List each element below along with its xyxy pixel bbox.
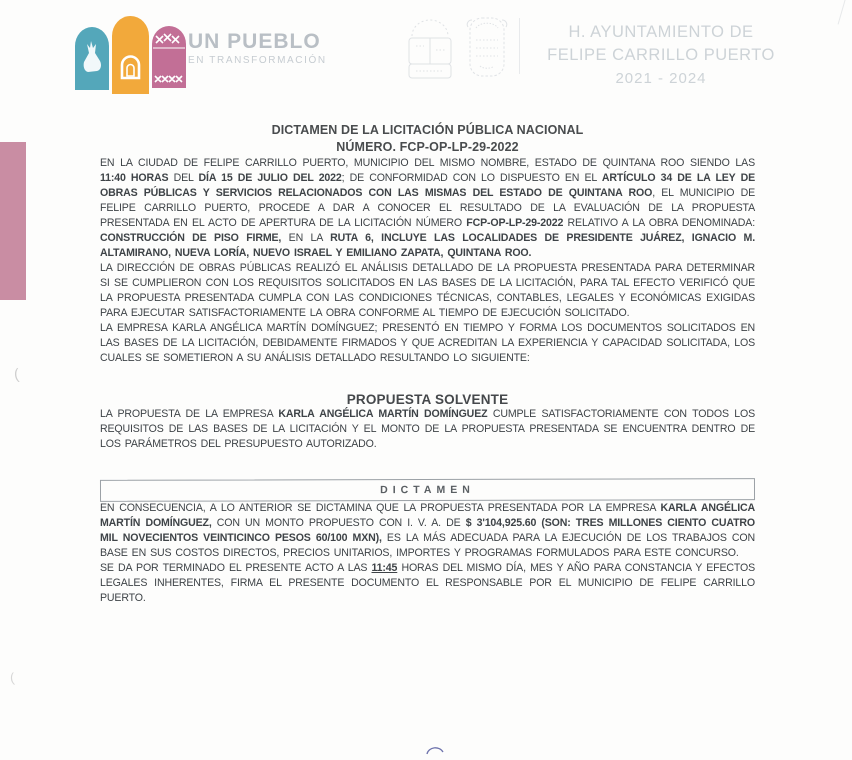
paragraph-company-docs: LA EMPRESA KARLA ANGÉLICA MARTÍN DOMÍNGUEZ; PRESENTÓ EN TIEMPO Y FORMA LOS DOCUMENTOS SOLICITADOS EN LAS BASES DE LA LICITACIÓN, DEBIDAMENTE FIRMADOS Y QUE ACREDITAN LA EXPERIENCIA Y CAPACIDAD SOLICITADA, LOS CUALES SE SOMETIERON A SU ANÁLISIS DETALLADO RESULTANDO LO SIGUIENTE:: [100, 322, 755, 364]
scan-stray-mark: (: [13, 365, 20, 384]
tri-arch-icon: [73, 8, 187, 96]
org-line: FELIPE CARRILLO PUERTO: [547, 46, 775, 64]
dictamen-label: DICTAMEN: [380, 483, 475, 497]
dictamen-box: [100, 478, 755, 502]
document-title: [100, 122, 755, 156]
paragraph-analysis: LA DIRECCIÓN DE OBRAS PÚBLICAS REALIZÓ EL ANÁLISIS DETALLADO DE LA PROPUESTA PRESENTADA PARA DETERMINAR SI SE CUMPLIERON CON LOS REQUISITOS SOLICITADOS EN LAS BASES DE LA LICITACIÓN, PARA TAL EFECTO VERIFICÓ QUE LA PROPUESTA PRESENTADA CUMPLA CON LAS CONDICIONES TÉCNICAS, CONTABLES, LEGALES Y ECONÓMICAS EXIGIDAS PARA EJECUTAR SATISFACTORIAMENTE LA OBRA CONFORME AL TIEMPO DE EJECUCIÓN SOLICITADO.: [100, 262, 755, 319]
header-divider: [519, 18, 520, 74]
logo-slogan: [188, 31, 327, 66]
org-line: H. AYUNTAMIENTO DE: [568, 23, 754, 41]
letterhead: [0, 0, 852, 100]
signature-stroke: [424, 741, 446, 760]
deer-icon: [75, 27, 109, 90]
slogan-secondary: EN TRANSFORMACIÓN: [188, 55, 327, 66]
municipal-shield-icon: [404, 14, 456, 87]
paragraph-solvente: LA PROPUESTA DE LA EMPRESA KARLA ANGÉLICA MARTÍN DOMÍNGUEZ CUMPLE SATISFACTORIAMENTE CON TODOS LOS REQUISITOS DE LAS BASES DE LA LICITACIÓN Y EL MONTO DE LA PROPUESTA PRESENTADA SE ENCUENTRA DENTRO DE LOS PARÁMETROS DEL PRESUPUESTO AUTORIZADO.: [100, 408, 755, 450]
scan-stray-mark: (: [9, 669, 16, 686]
municipal-seal-icon: [462, 10, 512, 89]
document-body: [100, 122, 755, 606]
left-margin-accent-bar: [0, 142, 26, 300]
org-term: 2021 - 2024: [615, 70, 707, 87]
org-name-block: [528, 21, 794, 90]
section-heading-propuesta-solvente: PROPUESTA SOLVENTE: [346, 392, 509, 407]
paragraph-closing: SE DA POR TERMINADO EL PRESENTE ACTO A LAS 11:45 HORAS DEL MISMO DÍA, MES Y AÑO PARA CONSTANCIA Y EFECTOS LEGALES INHERENTES, FIRMA EL PRESENTE DOCUMENTO EL RESPONSABLE POR EL MUNICIPIO DE FELIPE CARRILLO PUERTO.: [100, 562, 756, 604]
paragraph-opening: EN LA CIUDAD DE FELIPE CARRILLO PUERTO, MUNICIPIO DEL MISMO NOMBRE, ESTADO DE QUINTANA ROO SIENDO LAS 11:40 HORAS DEL DÍA 15 DE JULIO DEL 2022; DE CONFORMIDAD CON LO DISPUESTO EN EL ARTÍCULO 34 DE LA LEY DE OBRAS PÚBLICAS Y SERVICIOS RELACIONADOS CON LAS MISMAS DEL ESTADO DE QUINTANA ROO, EL MUNICIPIO DE FELIPE CARRILLO PUERTO, PROCEDE A DAR A CONOCER EL RESULTADO DE LA EVALUACIÓN DE LA PROPUESTA PRESENTADA EN EL ACTO DE APERTURA DE LA LICITACIÓN NÚMERO FCP-OP-LP-29-2022 RELATIVO A LA OBRA DENOMINADA: CONSTRUCCIÓN DE PISO FIRME, EN LA RUTA 6, INCLUYE LAS LOCALIDADES DE PRESIDENTE JUÁREZ, IGNACIO M. ALTAMIRANO, NUEVA LORÍA, NUEVO ISRAEL Y EMILIANO ZAPATA, QUINTANA ROO.: [100, 157, 755, 259]
title-line-2: NÚMERO. FCP-OP-LP-29-2022: [336, 140, 519, 154]
paragraph-resolution: EN CONSECUENCIA, A LO ANTERIOR SE DICTAMINA QUE LA PROPUESTA PRESENTADA POR LA EMPRESA KARLA ANGÉLICA MARTÍN DOMÍNGUEZ, CON UN MONTO PROPUESTO CON I. V. A. DE $ 3'104,925.60 (SON: TRES MILLONES CIENTO CUATRO MIL NOVECIENTOS VEINTICINCO PESOS 60/100 MXN), ES LA MÁS ADECUADA PARA LA EJECUCIÓN DE LOS TRABAJOS CON BASE EN SUS COSTOS DIRECTOS, PRECIOS UNITARIOS, IMPORTES Y PROGRAMAS FORMULADOS PARA ESTE CONCURSO.: [100, 502, 755, 559]
lattice-icon: [152, 26, 186, 88]
title-line-1: DICTAMEN DE LA LICITACIÓN PÚBLICA NACIONAL: [271, 123, 584, 137]
slogan-primary: UN PUEBLO: [188, 30, 321, 53]
door-icon: [112, 16, 149, 94]
pueblo-logo: [73, 8, 187, 101]
